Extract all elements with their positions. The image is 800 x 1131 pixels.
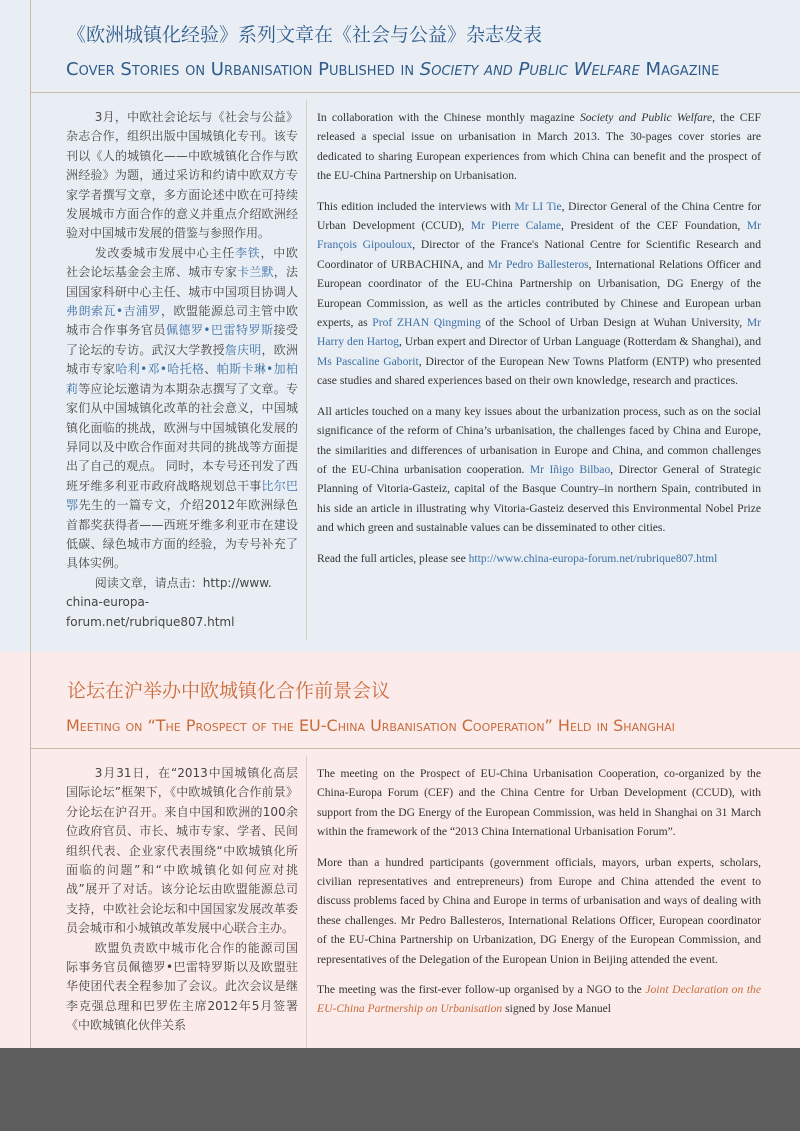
person-link[interactable]: Mr LI Tie bbox=[514, 199, 562, 213]
person-link[interactable]: 詹庆明 bbox=[224, 342, 262, 357]
column-divider bbox=[306, 100, 307, 640]
en-paragraph: The meeting on the Prospect of EU-China Urbanisation Cooperation, co-organized by the China-Europa Forum (CEF) and the China Centre for Urban Development (CCUD), with support from the DG Energy of the European Commission, was held in Shanghai on 31 March within the framework of the “2013 China International Urbanisation Forum”. bbox=[317, 767, 761, 839]
section-rule-top bbox=[30, 92, 800, 93]
cn-url-link[interactable]: china-europa-forum.net/rubrique807.html bbox=[66, 595, 235, 629]
person-link[interactable]: 比尔巴鄂 bbox=[66, 478, 298, 513]
section-rule-top bbox=[30, 748, 800, 749]
cn-read-more: 阅读文章，请点击：http://www. bbox=[94, 575, 272, 590]
joint-declaration-link[interactable]: Joint Declaration on the EU-China Partnership on Urbanisation bbox=[317, 983, 761, 1016]
footer-band bbox=[0, 1048, 800, 1131]
column-divider bbox=[306, 756, 307, 1048]
person-link[interactable]: Mr Pedro Ballesteros bbox=[487, 257, 589, 271]
person-link[interactable]: Mr Iñigo Bilbao bbox=[529, 462, 611, 476]
person-link[interactable]: 弗朗索瓦•吉浦罗 bbox=[66, 304, 162, 319]
english-column bbox=[317, 764, 761, 1030]
en-paragraph: The meeting was the first-ever follow-up organised by a NGO to the Joint Declaration on the EU-China Partnership on Urbanisation signed by Jose Manuel bbox=[317, 983, 761, 1016]
en-paragraph: This edition included the interviews with Mr LI Tie, Director General of the China Centre for Urban Development (CCUD), Mr Pierre Calame, President of the CEF Foundation, Mr François Gipouloux, Director of the France's National Centre for Scientific Research and Coordinator of URBACHINA, and Mr Pedro Ballesteros, International Relations Officer and European coordinator of the EU-China Partnership on Urbanisation, DG Energy of the European Commission, as well as the articles contributed by Chinese and European urban experts, as Prof ZHAN Qingming of the School of Urban Design at Wuhan University, Mr Harry den Hartog, Urban expert and Director of Urban Language (Rotterdam & Shanghai), and Ms Pascaline Gaborit, Director of the European New Towns Platform (ENTP) who presented case studies and shared experiences based on their own knowledge, research and practices. bbox=[317, 199, 761, 388]
person-link[interactable]: Ms Pascaline Gaborit bbox=[317, 354, 419, 368]
person-link[interactable]: 佩德罗•巴雷特罗斯 bbox=[165, 323, 274, 338]
cn-paragraph: 欧盟负责欧中城市化合作的能源司国际事务官员佩德罗•巴雷特罗斯以及欧盟驻华使团代表全程参加了会议。此次会议是继李克强总理和巴罗佐主席2012年5月签署《中欧城镇化伙伴关系 bbox=[66, 940, 298, 1033]
section-title-cn: 《欧洲城镇化经验》系列文章在《社会与公益》杂志发表 bbox=[67, 24, 543, 46]
section-title-en: Cover Stories on Urbanisation Published in Society and Public Welfare Magazine bbox=[66, 59, 720, 80]
en-paragraph: More than a hundred participants (government officials, mayors, urban experts, scholars, civilian representatives and entrepreneurs) from Europe and China attended the event to discuss problems faced by China and Europe in terms of urbanisation and ways of dealing with these challenges. Mr Pedro Ballesteros, International Relations Officer, European coordinator of the EU-China Partnership on Urbanization, DG Energy of the European Commission, and representatives of the Delegation of the European Union in Beijing attended the event. bbox=[317, 855, 761, 966]
en-paragraph: All articles touched on a many key issues about the urbanization process, such as on the social significance of the reform of China’s urbanisation, the challenges faced by China and Europe, the similarities and differences of urbanisation in Europe and China, and common challenges of the EU-China urbanisation cooperation. Mr Iñigo Bilbao, Director General of Strategic Planning of Vitoria-Gasteiz, capital of the Basque Country–in northern Spain, contributed in his side an article in illustrating why Vitoria-Gasteiz deserved this Environmental Nobel Prize and which green and sustainable values can be disseminated to other cities. bbox=[317, 404, 762, 535]
en-paragraph: In collaboration with the Chinese monthly magazine Society and Public Welfare, the CEF released a special issue on urbanisation in March 2013. The 30-pages cover stories are dedicated to sharing European experiences from which China can benefit and the prospect of the EU-China Partnership on Urbanisation. bbox=[317, 111, 762, 183]
cn-paragraph: 3月，中欧社会论坛与《社会与公益》杂志合作，组织出版中国城镇化专刊。该专刊以《人的城镇化——中欧城镇化合作与欧洲经验》为题，通过采访和约请中欧双方专家学者撰写文章，多方面论述中欧在可持续发展城市方面合作的意义并重点介绍欧洲经验对中国城市发展的借鉴与参照作用。 bbox=[66, 110, 298, 241]
person-link[interactable]: Mr François Gipouloux bbox=[317, 219, 761, 252]
english-column bbox=[317, 108, 761, 579]
section-rule-left bbox=[30, 0, 31, 652]
en-read-more: Read the full articles, please see http://www.china-europa-forum.net/rubrique807.html bbox=[317, 551, 718, 565]
section-title-cn: 论坛在沪举办中欧城镇化合作前景会议 bbox=[67, 680, 391, 702]
en-url-link[interactable]: http://www.china-europa-forum.net/rubrique807.html bbox=[468, 551, 718, 565]
cn-paragraph: 发改委城市发展中心主任李铁，中欧社会论坛基金会主席、城市专家卡兰默，法国国家科研中心主任、城市中国项目协调人弗朗索瓦•吉浦罗，欧盟能源总司主管中欧城市合作事务官员佩德罗•巴雷特罗斯接受了论坛的专访。武汉大学教授詹庆明，欧洲城市专家哈利•邓•哈托格、帕斯卡琳•加柏莉等应论坛邀请为本期杂志撰写了文章。专家们从中国城镇化改革的社会意义，中国城镇化面临的挑战，欧洲与中国城镇化发展的异同以及中欧合作面对共同的挑战等方面提出了自己的观点。 同时，本专号还刊发了西班牙维多利亚市政府战略规划总干事比尔巴鄂先生的一篇专文，介绍2012年欧洲绿色首都奖获得者——西班牙维多利亚市在建设低碳、绿色城市方面的经验，为专号补充了具体实例。 bbox=[66, 245, 298, 571]
cn-paragraph: 3月31日，在“2013中国城镇化高层国际论坛”框架下，《中欧城镇化合作前景》分论坛在沪召开。来自中国和欧洲的100余位政府官员、市长、城市专家、学者、民间组织代表、企业家代表围绕“中欧城镇化所面临的问题”和“中欧城镇化如何应对挑战”展开了对话。该分论坛由欧盟能源总司支持，中欧社会论坛和中国国家发展改革委员会城市和小城镇改革发展中心联合主办。 bbox=[66, 766, 298, 936]
section-title-en: Meeting on “The Prospect of the EU-China Urbanisation Cooperation” Held in Shanghai bbox=[66, 716, 675, 735]
section-rule-left bbox=[30, 652, 31, 1048]
chinese-column bbox=[66, 108, 298, 632]
person-link[interactable]: 李铁 bbox=[234, 245, 261, 260]
person-link[interactable]: Mr Harry den Hartog bbox=[317, 316, 761, 349]
person-link[interactable]: Prof ZHAN Qingming bbox=[372, 316, 481, 330]
section-meeting bbox=[0, 652, 800, 1048]
person-link[interactable]: Mr Pierre Calame bbox=[470, 219, 561, 233]
person-link[interactable]: 哈利•邓•哈托格 bbox=[115, 362, 205, 377]
person-link[interactable]: 卡兰默 bbox=[237, 265, 274, 280]
person-link[interactable]: 帕斯卡琳•加柏莉 bbox=[66, 362, 298, 396]
chinese-column bbox=[66, 764, 298, 1036]
